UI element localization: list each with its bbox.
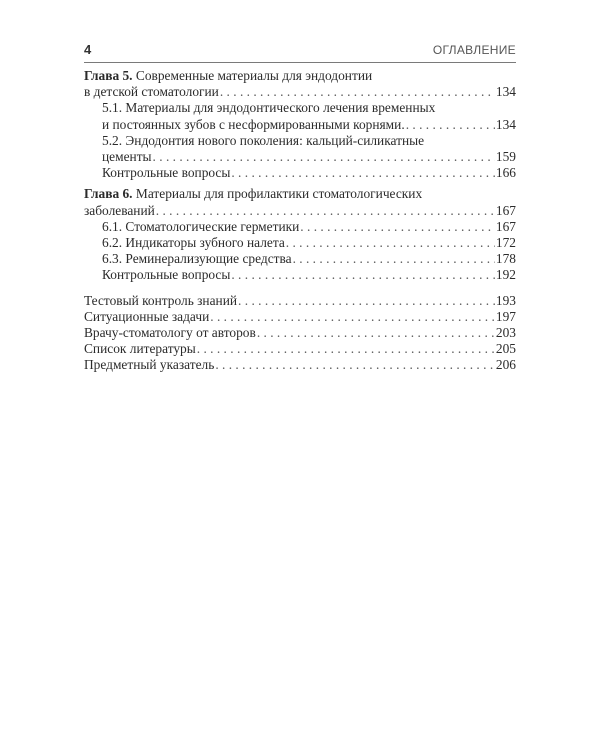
toc-back-tests[interactable] bbox=[84, 293, 516, 309]
toc-chapter-5-page: 134 bbox=[495, 84, 516, 100]
toc-back-tasks-page: 197 bbox=[495, 308, 516, 324]
toc-item-6-questions-page: 192 bbox=[495, 267, 516, 283]
toc-item-5-2-line2 bbox=[102, 149, 516, 165]
dot-leader bbox=[231, 165, 495, 181]
toc-item-6-2-page: 172 bbox=[495, 235, 516, 251]
dot-leader bbox=[153, 149, 495, 165]
toc-back-authors-text: Врачу-стоматологу от авторов bbox=[84, 325, 256, 341]
dot-leader bbox=[300, 219, 495, 235]
dot-leader bbox=[210, 309, 495, 325]
toc-item-5-1-line1: 5.1. Материалы для эндодонтического лечения временных bbox=[102, 100, 436, 116]
toc-back-tests-text: Тестовый контроль знаний bbox=[84, 292, 238, 308]
toc-item-5-2-text: цементы bbox=[102, 149, 152, 165]
toc-chapter-5-title-cont: в детской стоматологии bbox=[84, 84, 219, 100]
toc-chapter-6-title-cont: заболеваний bbox=[84, 202, 155, 218]
toc-item-6-3[interactable] bbox=[84, 251, 516, 267]
running-title: ОГЛАВЛЕНИЕ bbox=[432, 43, 516, 57]
toc-chapter-5-title-line1 bbox=[84, 68, 516, 84]
toc-item-6-questions-line bbox=[102, 267, 516, 283]
toc-item-5-questions[interactable] bbox=[84, 165, 516, 181]
toc-back-index[interactable] bbox=[84, 357, 516, 373]
toc-back-tasks-line bbox=[84, 309, 516, 325]
toc-item-6-questions-text: Контрольные вопросы bbox=[102, 267, 231, 283]
toc-chapter-5[interactable] bbox=[84, 68, 516, 100]
toc-chapter-6-title: Материалы для профилактики стоматологических bbox=[135, 186, 423, 202]
toc-back-index-text: Предметный указатель bbox=[84, 357, 215, 373]
dot-leader bbox=[238, 293, 495, 309]
toc-item-5-2-page: 159 bbox=[495, 149, 516, 165]
dot-leader bbox=[197, 341, 495, 357]
toc-back-tasks-text: Ситуационные задачи bbox=[84, 308, 210, 324]
toc-item-6-2-line bbox=[102, 235, 516, 251]
toc-chapter-6-page: 167 bbox=[495, 202, 516, 218]
toc-item-6-3-line bbox=[102, 251, 516, 267]
table-of-contents bbox=[84, 68, 516, 374]
dot-leader bbox=[231, 267, 495, 283]
toc-item-5-1-text: и постоянных зубов с несформированными корнями. bbox=[102, 116, 405, 132]
toc-item-5-2-line1: 5.2. Эндодонтия нового поколения: кальций-силикатные bbox=[102, 132, 425, 148]
toc-chapter-5-title: Современные материалы для эндодонтии bbox=[135, 68, 373, 83]
toc-chapter-6-label: Глава 6. bbox=[84, 186, 133, 202]
dot-leader bbox=[406, 117, 495, 133]
toc-back-authors-page: 203 bbox=[495, 325, 516, 341]
toc-chapter-6-title-line1 bbox=[84, 186, 516, 202]
toc-item-6-2-text: 6.2. Индикаторы зубного налета bbox=[102, 235, 285, 251]
toc-back-references-line bbox=[84, 341, 516, 357]
toc-chapter-6[interactable] bbox=[84, 186, 516, 218]
toc-back-index-line bbox=[84, 357, 516, 373]
dot-leader bbox=[286, 235, 495, 251]
toc-item-5-questions-page: 166 bbox=[495, 165, 516, 181]
toc-item-5-questions-text: Контрольные вопросы bbox=[102, 165, 231, 181]
toc-item-6-3-text: 6.3. Реминерализующие средства bbox=[102, 251, 292, 267]
toc-item-6-3-page: 178 bbox=[495, 251, 516, 267]
running-header bbox=[84, 42, 516, 63]
toc-item-6-questions[interactable] bbox=[84, 267, 516, 283]
toc-back-tasks[interactable] bbox=[84, 309, 516, 325]
page-number: 4 bbox=[84, 42, 92, 57]
toc-back-tests-line bbox=[84, 293, 516, 309]
dot-leader bbox=[156, 203, 495, 219]
toc-item-6-1-text: 6.1. Стоматологические герметики bbox=[102, 218, 300, 234]
toc-item-5-1[interactable] bbox=[84, 100, 516, 132]
toc-back-tests-page: 193 bbox=[495, 292, 516, 308]
toc-back-index-page: 206 bbox=[495, 357, 516, 373]
dot-leader bbox=[220, 84, 495, 100]
toc-item-5-1-line2 bbox=[102, 117, 516, 133]
dot-leader bbox=[257, 325, 495, 341]
toc-back-references-page: 205 bbox=[495, 341, 516, 357]
toc-item-5-2[interactable] bbox=[84, 133, 516, 165]
toc-chapter-5-label: Глава 5. bbox=[84, 68, 133, 83]
toc-item-6-1-page: 167 bbox=[495, 218, 516, 234]
toc-chapter-5-title-line2 bbox=[84, 84, 516, 100]
toc-back-authors[interactable] bbox=[84, 325, 516, 341]
toc-item-6-1[interactable] bbox=[84, 219, 516, 235]
dot-leader bbox=[293, 251, 495, 267]
toc-back-references-text: Список литературы bbox=[84, 341, 196, 357]
toc-back-authors-line bbox=[84, 325, 516, 341]
dot-leader bbox=[215, 357, 495, 373]
toc-item-6-2[interactable] bbox=[84, 235, 516, 251]
toc-item-5-questions-line bbox=[102, 165, 516, 181]
toc-item-6-1-line bbox=[102, 219, 516, 235]
toc-item-5-1-page: 134 bbox=[495, 116, 516, 132]
toc-chapter-6-title-line2 bbox=[84, 203, 516, 219]
toc-back-references[interactable] bbox=[84, 341, 516, 357]
